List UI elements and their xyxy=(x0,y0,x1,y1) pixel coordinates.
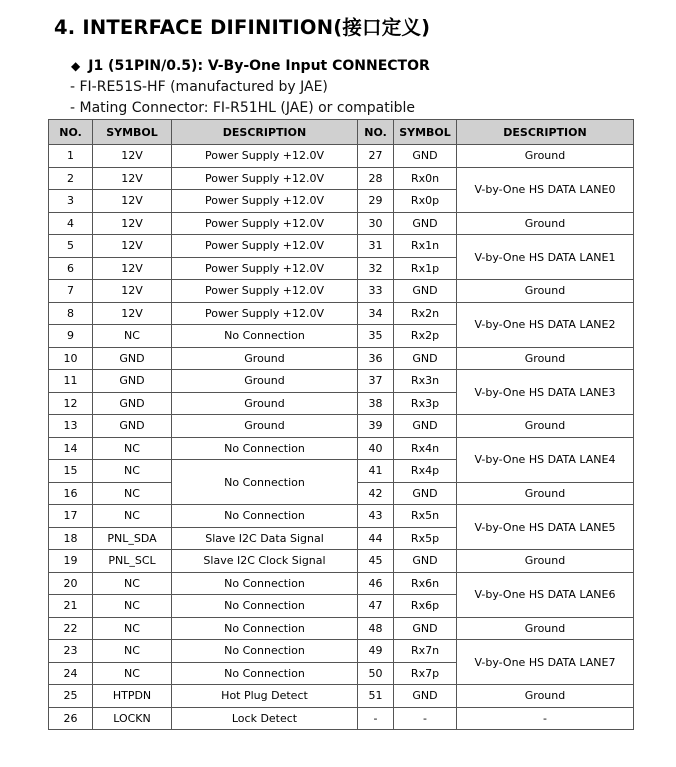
pin-description: Slave I2C Clock Signal xyxy=(172,550,358,573)
pin-description: Slave I2C Data Signal xyxy=(172,527,358,550)
pin-description: Ground xyxy=(457,415,634,438)
lane-description: V-by-One HS DATA LANE7 xyxy=(457,640,634,685)
table-body xyxy=(49,145,634,730)
pin-description: No Connection xyxy=(172,572,358,595)
pin-number: 46 xyxy=(358,572,394,595)
lane-description: V-by-One HS DATA LANE4 xyxy=(457,437,634,482)
pin-symbol: GND xyxy=(394,145,457,168)
pin-number: 3 xyxy=(49,190,93,213)
connector-heading xyxy=(71,58,430,74)
pin-symbol: NC xyxy=(93,662,172,685)
pin-symbol: GND xyxy=(394,280,457,303)
pin-number: 40 xyxy=(358,437,394,460)
pin-symbol: NC xyxy=(93,482,172,505)
table-row xyxy=(49,617,634,640)
pin-symbol: GND xyxy=(394,685,457,708)
pin-symbol: 12V xyxy=(93,190,172,213)
table-row xyxy=(49,302,634,325)
pin-description: Ground xyxy=(457,482,634,505)
pin-number: 11 xyxy=(49,370,93,393)
lane-description: V-by-One HS DATA LANE2 xyxy=(457,302,634,347)
pin-number: 48 xyxy=(358,617,394,640)
table-row xyxy=(49,212,634,235)
pin-description: Ground xyxy=(457,145,634,168)
pin-number: 18 xyxy=(49,527,93,550)
pin-description: Ground xyxy=(457,617,634,640)
pin-symbol: - xyxy=(394,707,457,730)
pin-description: No Connection xyxy=(172,437,358,460)
pin-symbol: 12V xyxy=(93,257,172,280)
pin-description: Power Supply +12.0V xyxy=(172,167,358,190)
pin-description: No Connection xyxy=(172,640,358,663)
pin-symbol: Rx6p xyxy=(394,595,457,618)
pin-number: 16 xyxy=(49,482,93,505)
pin-symbol: GND xyxy=(93,392,172,415)
pin-number: 15 xyxy=(49,460,93,483)
pin-symbol: GND xyxy=(394,550,457,573)
pin-number: 24 xyxy=(49,662,93,685)
pin-symbol: 12V xyxy=(93,212,172,235)
table-row xyxy=(49,685,634,708)
pin-description-merged: No Connection xyxy=(172,460,358,505)
pin-number: 35 xyxy=(358,325,394,348)
pin-description: Power Supply +12.0V xyxy=(172,212,358,235)
pin-number: 22 xyxy=(49,617,93,640)
pin-symbol: Rx2n xyxy=(394,302,457,325)
table-row xyxy=(49,572,634,595)
table-row xyxy=(49,167,634,190)
pin-symbol: Rx7p xyxy=(394,662,457,685)
pin-number: 28 xyxy=(358,167,394,190)
pin-symbol: 12V xyxy=(93,235,172,258)
pin-symbol: PNL_SCL xyxy=(93,550,172,573)
pin-symbol: GND xyxy=(93,370,172,393)
pin-number: 29 xyxy=(358,190,394,213)
table-row xyxy=(49,707,634,730)
pin-description: Power Supply +12.0V xyxy=(172,302,358,325)
pin-symbol: Rx3n xyxy=(394,370,457,393)
pin-symbol: NC xyxy=(93,640,172,663)
pin-number: 49 xyxy=(358,640,394,663)
pin-symbol: Rx5n xyxy=(394,505,457,528)
mating-connector-note: - Mating Connector: FI-R51HL (JAE) or compatible xyxy=(70,100,416,116)
pin-number: 41 xyxy=(358,460,394,483)
header-description-right: DESCRIPTION xyxy=(457,120,634,145)
pin-description: Ground xyxy=(457,347,634,370)
pin-description: Power Supply +12.0V xyxy=(172,280,358,303)
pin-description: Ground xyxy=(457,550,634,573)
pin-number: 45 xyxy=(358,550,394,573)
pin-number: 50 xyxy=(358,662,394,685)
pin-description: Ground xyxy=(457,280,634,303)
table-row xyxy=(49,640,634,663)
connector-heading-text: J1 (51PIN/0.5): V-By-One Input CONNECTOR xyxy=(88,58,430,74)
pin-description: No Connection xyxy=(172,505,358,528)
lane-description: V-by-One HS DATA LANE0 xyxy=(457,167,634,212)
header-symbol-right: SYMBOL xyxy=(394,120,457,145)
pin-number: 7 xyxy=(49,280,93,303)
header-no-right: NO. xyxy=(358,120,394,145)
pin-symbol: 12V xyxy=(93,167,172,190)
pin-number: 13 xyxy=(49,415,93,438)
pin-number: 4 xyxy=(49,212,93,235)
pin-description: Power Supply +12.0V xyxy=(172,235,358,258)
pin-symbol: 12V xyxy=(93,145,172,168)
pin-description: Ground xyxy=(172,415,358,438)
pin-symbol: HTPDN xyxy=(93,685,172,708)
pin-number: 26 xyxy=(49,707,93,730)
pin-number: 34 xyxy=(358,302,394,325)
header-symbol-left: SYMBOL xyxy=(93,120,172,145)
pin-description: No Connection xyxy=(172,325,358,348)
pin-description: Power Supply +12.0V xyxy=(172,190,358,213)
table-row xyxy=(49,280,634,303)
header-description-left: DESCRIPTION xyxy=(172,120,358,145)
table-row xyxy=(49,550,634,573)
pin-symbol: Rx2p xyxy=(394,325,457,348)
pin-symbol: NC xyxy=(93,325,172,348)
pin-description: Power Supply +12.0V xyxy=(172,257,358,280)
pin-number: 42 xyxy=(358,482,394,505)
pin-number: 43 xyxy=(358,505,394,528)
pin-number: 2 xyxy=(49,167,93,190)
pin-number: 23 xyxy=(49,640,93,663)
pin-symbol: Rx5p xyxy=(394,527,457,550)
table-header xyxy=(49,120,634,145)
pin-symbol: PNL_SDA xyxy=(93,527,172,550)
pin-description: Hot Plug Detect xyxy=(172,685,358,708)
table-header-row xyxy=(49,120,634,145)
pin-symbol: GND xyxy=(394,482,457,505)
table-row xyxy=(49,235,634,258)
pin-symbol: Rx4n xyxy=(394,437,457,460)
pin-number: 39 xyxy=(358,415,394,438)
table-row xyxy=(49,347,634,370)
pin-symbol: NC xyxy=(93,505,172,528)
pin-symbol: Rx4p xyxy=(394,460,457,483)
pin-number: 47 xyxy=(358,595,394,618)
diamond-bullet-icon: ◆ xyxy=(71,59,81,73)
lane-description: V-by-One HS DATA LANE5 xyxy=(457,505,634,550)
pin-symbol: GND xyxy=(93,347,172,370)
pin-number: 38 xyxy=(358,392,394,415)
pin-description: Lock Detect xyxy=(172,707,358,730)
pin-symbol: NC xyxy=(93,437,172,460)
connector-part-note: - FI-RE51S-HF (manufactured by JAE) xyxy=(70,79,328,95)
pin-description: Ground xyxy=(172,347,358,370)
pin-symbol: Rx7n xyxy=(394,640,457,663)
lane-description: V-by-One HS DATA LANE1 xyxy=(457,235,634,280)
pin-symbol: LOCKN xyxy=(93,707,172,730)
pin-symbol: GND xyxy=(394,617,457,640)
lane-description: V-by-One HS DATA LANE3 xyxy=(457,370,634,415)
table-row xyxy=(49,415,634,438)
pin-description: Ground xyxy=(457,685,634,708)
pin-number: 14 xyxy=(49,437,93,460)
table-row xyxy=(49,370,634,393)
pin-number: 27 xyxy=(358,145,394,168)
pin-number: 36 xyxy=(358,347,394,370)
pin-number: - xyxy=(358,707,394,730)
pin-number: 6 xyxy=(49,257,93,280)
pin-symbol: GND xyxy=(394,415,457,438)
pin-description: Ground xyxy=(457,212,634,235)
pin-description: Power Supply +12.0V xyxy=(172,145,358,168)
table-row xyxy=(49,437,634,460)
pin-description: Ground xyxy=(172,370,358,393)
pin-symbol: NC xyxy=(93,595,172,618)
pin-symbol: Rx0n xyxy=(394,167,457,190)
pin-number: 9 xyxy=(49,325,93,348)
pin-symbol: Rx1p xyxy=(394,257,457,280)
pin-symbol: GND xyxy=(93,415,172,438)
pin-symbol: Rx1n xyxy=(394,235,457,258)
pin-symbol: NC xyxy=(93,617,172,640)
pin-number: 5 xyxy=(49,235,93,258)
pin-number: 51 xyxy=(358,685,394,708)
pin-description: - xyxy=(457,707,634,730)
pin-description: No Connection xyxy=(172,662,358,685)
table-row xyxy=(49,145,634,168)
pin-number: 8 xyxy=(49,302,93,325)
pin-number: 19 xyxy=(49,550,93,573)
pin-symbol: Rx6n xyxy=(394,572,457,595)
pin-symbol: GND xyxy=(394,212,457,235)
pin-number: 20 xyxy=(49,572,93,595)
pin-number: 12 xyxy=(49,392,93,415)
pin-description: No Connection xyxy=(172,595,358,618)
pin-number: 32 xyxy=(358,257,394,280)
pin-symbol: Rx3p xyxy=(394,392,457,415)
pin-symbol: 12V xyxy=(93,280,172,303)
pin-definition-table xyxy=(48,119,634,730)
pin-number: 10 xyxy=(49,347,93,370)
pin-symbol: GND xyxy=(394,347,457,370)
pin-number: 44 xyxy=(358,527,394,550)
pin-number: 30 xyxy=(358,212,394,235)
pin-number: 31 xyxy=(358,235,394,258)
pin-symbol: 12V xyxy=(93,302,172,325)
section-title: 4. INTERFACE DIFINITION(接口定义) xyxy=(54,16,431,39)
pin-number: 21 xyxy=(49,595,93,618)
pin-number: 1 xyxy=(49,145,93,168)
pin-symbol: NC xyxy=(93,460,172,483)
header-no-left: NO. xyxy=(49,120,93,145)
lane-description: V-by-One HS DATA LANE6 xyxy=(457,572,634,617)
pin-number: 25 xyxy=(49,685,93,708)
pin-description: Ground xyxy=(172,392,358,415)
table-row xyxy=(49,505,634,528)
pin-description: No Connection xyxy=(172,617,358,640)
pin-symbol: Rx0p xyxy=(394,190,457,213)
pin-symbol: NC xyxy=(93,572,172,595)
pin-number: 37 xyxy=(358,370,394,393)
pin-number: 33 xyxy=(358,280,394,303)
pin-number: 17 xyxy=(49,505,93,528)
